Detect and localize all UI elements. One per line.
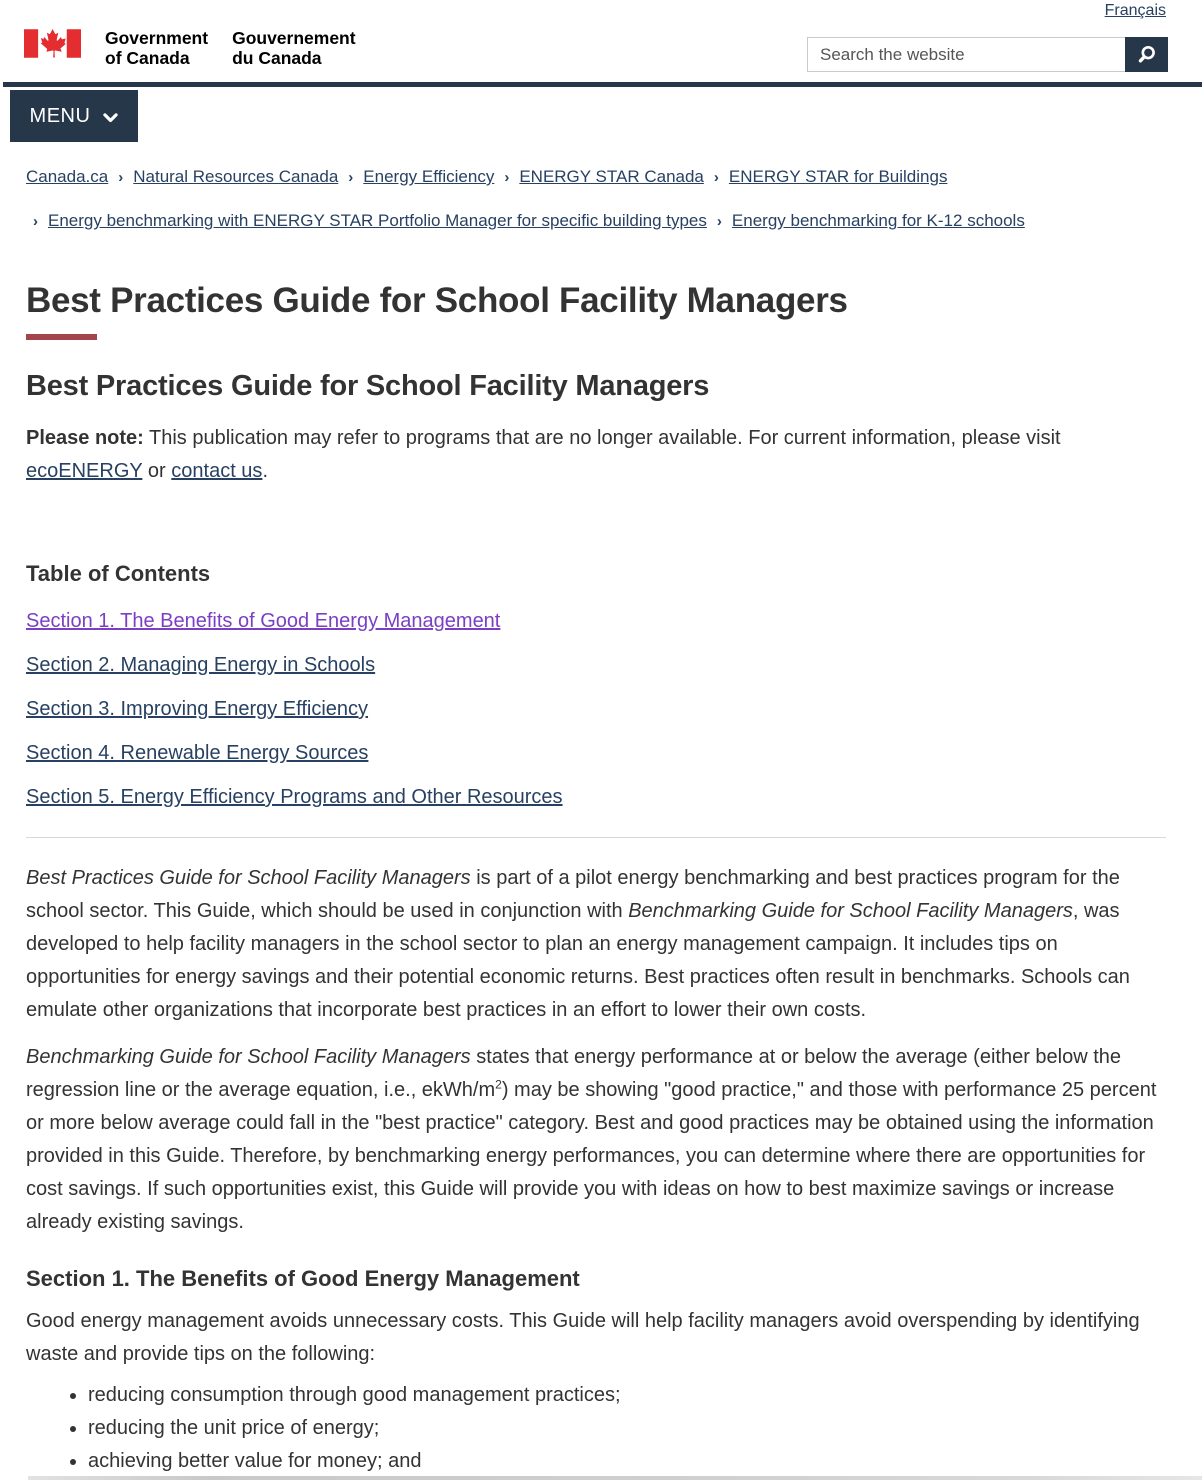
breadcrumb-line-2	[26, 208, 1166, 235]
signature-en-line1: Government	[105, 28, 209, 48]
ecoenergy-link[interactable]: ecoENERGY	[26, 460, 143, 482]
search-button[interactable]	[1125, 37, 1168, 72]
breadcrumb-link[interactable]: ENERGY STAR Canada	[519, 167, 704, 186]
text-segment: or	[142, 460, 172, 482]
breadcrumb-link[interactable]: Energy benchmarking for K-12 schools	[731, 211, 1025, 230]
clipped-content-edge	[28, 1476, 1202, 1480]
title-accent-bar	[26, 334, 97, 340]
section-1-list	[26, 1379, 1166, 1478]
goc-signature-fr	[232, 28, 356, 68]
site-search	[807, 37, 1168, 72]
text-segment: Please note:	[26, 427, 144, 449]
signature-fr-line1: Gouvernement	[232, 28, 356, 48]
page-title: Best Practices Guide for School Facility Managers	[26, 281, 848, 320]
main-content	[26, 164, 1166, 1478]
search-input[interactable]	[807, 37, 1125, 72]
table-of-contents	[26, 610, 1166, 808]
search-icon	[1136, 44, 1157, 65]
breadcrumb-link[interactable]: Natural Resources Canada	[133, 167, 339, 186]
superscript: 2	[495, 1077, 502, 1092]
menu-button[interactable]	[10, 90, 138, 142]
breadcrumb-link[interactable]: Energy Efficiency	[363, 167, 495, 186]
text-segment: Best Practices Guide for School Facility Managers	[26, 867, 471, 889]
chevron-right-icon: ›	[504, 169, 510, 186]
text-segment: Benchmarking Guide for School Facility Managers	[628, 900, 1073, 922]
list-item: • reducing the unit price of energy;	[88, 1412, 1166, 1445]
toc-link[interactable]: Section 5. Energy Efficiency Programs and Other Resources	[26, 786, 563, 808]
section-1-title: Section 1. The Benefits of Good Energy Management	[26, 1266, 580, 1291]
document-title: Best Practices Guide for School Facility Managers	[26, 370, 710, 402]
text-segment: .	[262, 460, 268, 482]
intro-paragraph-2	[26, 1041, 1166, 1239]
section-1-intro: Good energy management avoids unnecessary costs. This Guide will help facility managers avoid overspending by identifying waste and provide tips on the following:	[26, 1310, 1140, 1365]
breadcrumb-link[interactable]: Energy benchmarking with ENERGY STAR Portfolio Manager for specific building types	[48, 211, 707, 230]
toc-link[interactable]: Section 1. The Benefits of Good Energy Management	[26, 610, 501, 632]
goc-signature[interactable]	[24, 28, 356, 68]
intro-paragraph-1	[26, 862, 1166, 1027]
toc-link[interactable]: Section 4. Renewable Energy Sources	[26, 742, 369, 764]
goc-signature-en	[105, 28, 208, 68]
chevron-right-icon: ›	[713, 169, 719, 186]
language-toggle-link[interactable]: Français	[1104, 2, 1166, 19]
canada-flag-icon	[24, 29, 81, 58]
signature-en-line2: of Canada	[105, 48, 190, 68]
chevron-right-icon: ›	[33, 213, 38, 230]
text-segment: states that energy performance at or below the average (either below the regression line or the average equation, i.e., ekWh/m	[26, 1046, 1122, 1101]
contact-us-link[interactable]: contact us	[171, 460, 263, 482]
toc-title: Table of Contents	[26, 561, 211, 586]
chevron-down-icon	[103, 113, 118, 123]
toc-link[interactable]: Section 2. Managing Energy in Schools	[26, 654, 376, 676]
breadcrumb	[26, 164, 1166, 235]
list-item: • achieving better value for money; and	[88, 1445, 1166, 1478]
note-paragraph	[26, 422, 1166, 488]
text-segment: Benchmarking Guide for School Facility Managers	[26, 1046, 471, 1068]
chevron-right-icon: ›	[118, 169, 124, 186]
divider	[26, 837, 1166, 838]
breadcrumb-line-1	[26, 164, 1166, 191]
breadcrumb-link[interactable]: ENERGY STAR for Buildings	[728, 167, 948, 186]
text-segment: is part of a pilot energy benchmarking and best practices program for the school sector. This Guide, which should be used in conjunction with	[26, 867, 1120, 922]
chevron-right-icon: ›	[348, 169, 354, 186]
nav-divider-bar	[3, 82, 1202, 87]
breadcrumb-link[interactable]: Canada.ca	[26, 167, 109, 186]
signature-fr-line2: du Canada	[232, 48, 322, 68]
text-segment: ) may be showing "good practice," and those with performance 25 percent or more below average could fall in the "best practice" category. Best and good practices may be obtained using the information provided in this Guide. Therefore, by benchmarking energy performances, you can determine where there are opportunities for cost savings. If such opportunities exist, this Guide will provide you with ideas on how to best maximize savings or increase already existing savings.	[26, 1079, 1157, 1233]
text-segment: This publication may refer to programs that are no longer available. For current information, please visit	[143, 427, 1061, 449]
toc-link[interactable]: Section 3. Improving Energy Efficiency	[26, 698, 369, 720]
list-item: • reducing consumption through good management practices;	[88, 1379, 1166, 1412]
menu-label: MENU	[29, 104, 91, 127]
site-header	[0, 0, 1202, 142]
chevron-right-icon: ›	[716, 213, 722, 230]
text-segment: , was developed to help facility managers in the school sector to plan an energy management campaign. It includes tips on opportunities for energy savings and their potential economic returns. Best practices often result in benchmarks. Schools can emulate other organizations that incorporate best practices in an effort to lower their own costs.	[26, 900, 1130, 1021]
